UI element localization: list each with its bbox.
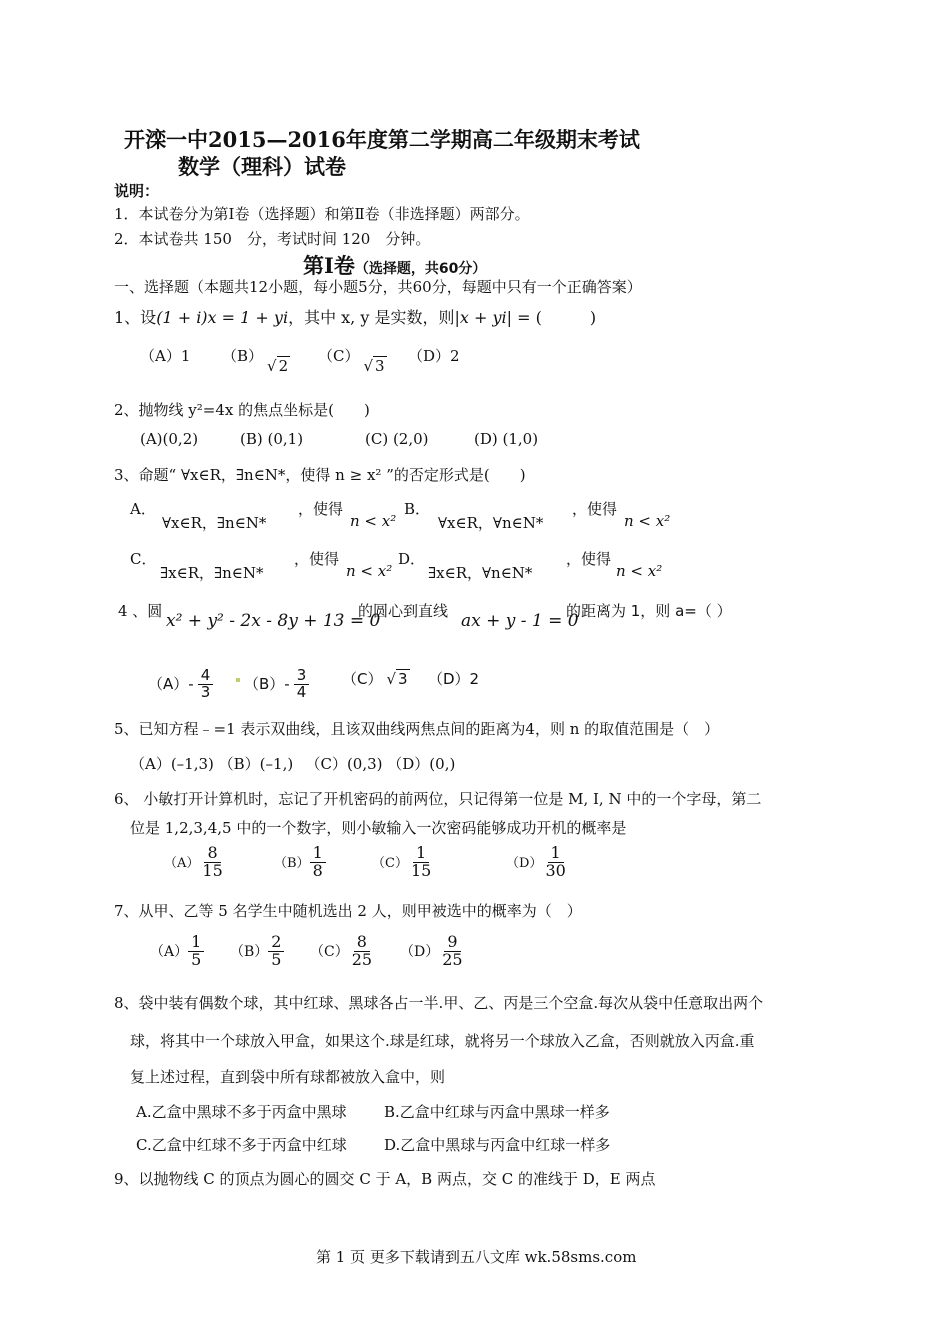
q8-option-d: D.乙盒中黑球与丙盒中红球一样多 <box>384 1136 611 1154</box>
question-3-stem: 3、命题“ ∀x∈R，∃n∈N*，使得 n ≥ x² ”的否定形式是( ) <box>114 466 526 484</box>
exam-subtitle: 数学（理科）试卷 <box>178 154 346 179</box>
q7-option-a-fraction <box>188 934 204 969</box>
q6-option-c-fraction <box>408 845 434 880</box>
q3-option-d-label: D． <box>398 550 426 568</box>
q1-stem-b: ，其中 x, y 是实数，则 <box>288 308 455 327</box>
q6-option-b-den: 8 <box>312 860 323 880</box>
q6-option-c <box>372 845 434 880</box>
q1-option-c-radicand: 3 <box>375 357 385 375</box>
q7-option-d-num: 9 <box>444 934 460 952</box>
q7-option-b-num: 2 <box>268 934 284 952</box>
q3-option-a-expr: ∀x∈R，∃n∈N* <box>162 514 267 532</box>
q7-option-a-num: 1 <box>188 934 204 952</box>
q6-option-c-num: 1 <box>413 845 429 863</box>
q7-option-d-den: 25 <box>442 949 463 969</box>
q5-options: （A）(–1,3) （B）(–1,) （C）(0,3) （D）(0,) <box>130 755 456 773</box>
question-6-stem-line2: 位是 1,2,3,4,5 中的一个数字，则小敏输入一次密码能够成功开机的概率是 <box>130 819 627 837</box>
q6-option-a-den: 15 <box>202 860 223 880</box>
notes-heading: 说明： <box>114 182 160 200</box>
q1-option-b-label: （B） <box>222 347 264 365</box>
q1-option-c-label: （C） <box>318 347 360 365</box>
q3-option-a-label: A． <box>130 500 156 518</box>
q3-option-a-tail: ，使得 <box>298 500 344 518</box>
q3-option-c-tail: ，使得 <box>294 550 340 568</box>
q7-option-d-fraction <box>439 934 465 969</box>
q4-option-a-fraction <box>198 668 214 701</box>
question-8-line2: 球，将其中一个球放入甲盒，如果这个.球是红球，就将另一个球放入乙盒，否则就放入丙盒.重 <box>130 1032 755 1050</box>
q7-option-d-label: （D） <box>400 943 440 960</box>
q4-option-c <box>342 668 410 689</box>
q6-option-d-fraction <box>542 845 568 880</box>
q4-option-d: （D）2 <box>428 670 480 688</box>
note-item-1: 1．本试卷分为第Ⅰ卷（选择题）和第Ⅱ卷（非选择题）两部分。 <box>114 205 530 223</box>
question-2-stem: 2、抛物线 y²=4x 的焦点坐标是( ) <box>114 401 370 419</box>
q3-option-a-ineq: n < x² <box>350 512 397 530</box>
q7-option-c-fraction <box>349 934 375 969</box>
q4-option-b-num: 3 <box>294 668 310 685</box>
q4-option-a-den: 3 <box>200 682 211 701</box>
q3-option-c-ineq: n < x² <box>346 562 393 580</box>
q7-option-c-num: 8 <box>354 934 370 952</box>
q2-option-a: (A)(0,2) <box>140 430 199 448</box>
q7-option-b-fraction <box>268 934 284 969</box>
q6-option-c-den: 15 <box>410 860 432 880</box>
q6-option-d-num: 1 <box>548 845 564 863</box>
q4-option-b <box>244 668 309 701</box>
note-item-2: 2．本试卷共 150 分，考试时间 120 分钟。 <box>114 230 431 248</box>
stray-mark <box>236 678 240 682</box>
q6-option-b-label: （B） <box>274 855 310 871</box>
question-8-line1: 8、袋中装有偶数个球，其中红球、黑球各占一半.甲、乙、丙是三个空盒.每次从袋中任意取出两个 <box>114 994 764 1012</box>
q3-option-b-ineq: n < x² <box>624 512 671 530</box>
q6-option-d-label: （D） <box>506 855 543 871</box>
q1-option-c-sqrt: √ 3 <box>363 357 385 375</box>
part1-heading-sub: （选择题，共60分） <box>354 261 487 277</box>
q4-stem-a: 4 、圆 <box>118 602 163 620</box>
q6-option-d-den: 30 <box>545 860 566 880</box>
q6-option-b-num: 1 <box>310 845 326 863</box>
q4-option-a <box>148 668 213 701</box>
q4-option-a-num: 4 <box>198 668 214 685</box>
q7-option-a <box>150 934 204 969</box>
q1-option-a: （A）1 <box>140 347 191 365</box>
q7-option-b-den: 5 <box>271 949 282 969</box>
q7-option-a-den: 5 <box>191 949 202 969</box>
q3-option-c-label: C． <box>130 550 157 568</box>
q4-stem-c: 的距离为 1，则 a=（ ） <box>566 602 732 620</box>
q2-option-c: (C) (2,0) <box>365 430 429 448</box>
q3-option-b-expr: ∀x∈R，∀n∈N* <box>438 514 544 532</box>
q2-option-d: (D) (1,0) <box>474 430 539 448</box>
question-5-stem: 5、已知方程﹣=1 表示双曲线，且该双曲线两焦点间的距离为4，则 n 的取值范围是（ ） <box>114 720 720 738</box>
q1-option-d: （D）2 <box>408 347 460 365</box>
q3-option-b-label: B． <box>404 500 431 518</box>
q3-option-d-tail: ，使得 <box>566 550 612 568</box>
q1-stem-c: = ( ) <box>512 308 597 327</box>
q7-option-c-label: （C） <box>310 943 349 960</box>
exam-title: 开滦一中2015—2016年度第二学期高二年级期末考试 <box>124 127 640 152</box>
q8-option-a: A.乙盒中黑球不多于丙盒中黑球 <box>136 1103 347 1121</box>
q6-option-a-fraction <box>199 845 225 880</box>
q1-option-c <box>318 345 387 375</box>
q3-option-d-expr: ∃x∈R，∀n∈N* <box>428 564 533 582</box>
part1-heading-main: 第Ⅰ卷 <box>303 253 355 278</box>
q1-equation: (1 + i)x = 1 + yi <box>156 308 289 327</box>
q2-option-b: (B) (0,1) <box>240 430 304 448</box>
q3-option-d-ineq: n < x² <box>616 562 663 580</box>
q6-option-a-label: （A） <box>164 855 200 871</box>
q4-option-b-label: （B）- <box>244 674 290 693</box>
question-7-stem: 7、从甲、乙等 5 名学生中随机选出 2 人，则甲被选中的概率为（ ） <box>114 902 582 920</box>
q4-stem-b: 的圆心到直线 <box>358 602 449 620</box>
q6-option-a-num: 8 <box>204 845 220 863</box>
q4-option-b-den: 4 <box>296 682 307 701</box>
q7-option-d <box>400 934 466 969</box>
q6-option-d <box>506 845 569 880</box>
q4-option-a-label: （A）- <box>148 674 194 693</box>
q7-option-c-den: 25 <box>351 949 373 969</box>
q1-option-b-sqrt: √ 2 <box>267 357 289 375</box>
part1-instruction: 一、选择题（本题共12小题，每小题5分，共60分，每题中只有一个正确答案） <box>114 278 642 296</box>
q4-circle-equation: x² + y² - 2x - 8y + 13 = 0 <box>166 611 381 631</box>
q4-option-c-label: （C） <box>342 670 383 688</box>
page-footer: 第 1 页 更多下载请到五八文库 wk.58sms.com <box>316 1248 637 1266</box>
q4-option-c-sqrt: √ 3 <box>386 670 408 688</box>
q1-stem-a: 1、设 <box>114 308 157 327</box>
q3-option-c-expr: ∃x∈R，∃n∈N* <box>160 564 264 582</box>
q4-option-b-fraction <box>294 668 310 701</box>
q7-option-b <box>230 934 284 969</box>
q7-option-a-label: （A） <box>150 943 189 960</box>
q6-option-a <box>164 845 226 880</box>
q8-option-b: B.乙盒中红球与丙盒中黑球一样多 <box>384 1103 610 1121</box>
q4-line-equation: ax + y - 1 = 0 <box>461 611 579 631</box>
q6-option-b-fraction <box>310 845 326 880</box>
q7-option-c <box>310 934 375 969</box>
q8-option-c: C.乙盒中红球不多于丙盒中红球 <box>136 1136 347 1154</box>
question-1-stem <box>114 305 596 328</box>
q4-option-c-radicand: 3 <box>398 670 408 688</box>
q6-option-c-label: （C） <box>372 855 408 871</box>
question-9-stem: 9、以抛物线 C 的顶点为圆心的圆交 C 于 A，B 两点，交 C 的准线于 D，E 两点 <box>114 1170 656 1188</box>
question-8-line3: 复上述过程，直到袋中所有球都被放入盒中，则 <box>130 1068 446 1086</box>
question-6-stem-line1: 6、 小敏打开计算机时，忘记了开机密码的前两位，只记得第一位是 M, I, N 中的一个字母，第二 <box>114 790 762 808</box>
q1-option-b-radicand: 2 <box>278 357 289 375</box>
q6-option-b <box>274 845 326 880</box>
q1-option-b <box>222 345 290 375</box>
q7-option-b-label: （B） <box>230 943 269 960</box>
q3-option-b-tail: ，使得 <box>572 500 618 518</box>
q1-modulus: |x + yi| <box>454 308 513 327</box>
